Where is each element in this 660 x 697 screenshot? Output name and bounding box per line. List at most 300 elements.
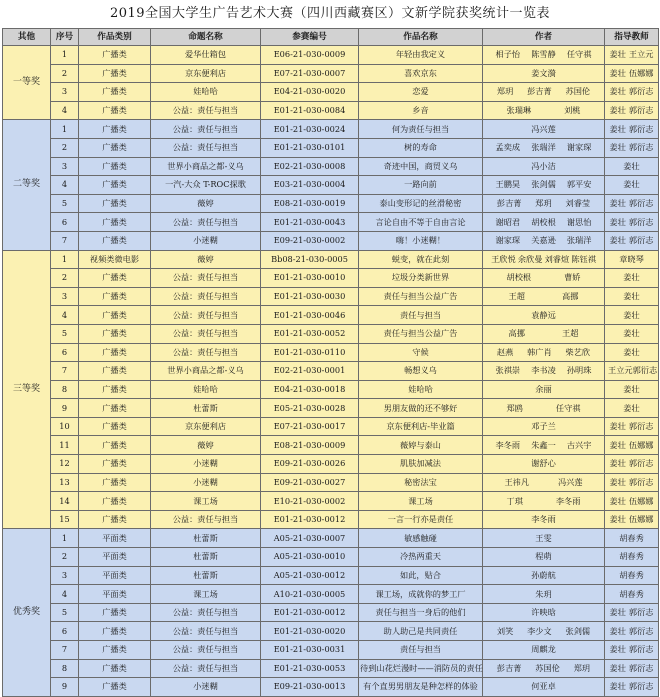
table-row — [3, 641, 659, 660]
authors-cell — [483, 399, 605, 418]
advisors-cell — [605, 455, 659, 474]
row-number: 9 — [51, 678, 79, 697]
author-name: 陈钰祺 — [571, 253, 596, 264]
author-name: 郑玥 — [573, 662, 591, 673]
advisor-name: 郭衍志 — [632, 365, 658, 376]
advisor-name: 王立元 — [628, 49, 654, 60]
work-title: 垃圾分类新世界 — [359, 269, 483, 288]
work-title: 有个直男男朋友是种怎样的体验 — [359, 678, 483, 697]
prize-level: 优秀奖 — [3, 529, 51, 696]
table-row — [3, 603, 659, 622]
entry-code: A10-21-030-0005 — [261, 585, 359, 604]
authors-cell — [483, 269, 605, 288]
work-category: 广播类 — [79, 64, 151, 83]
author-name: 郑玥 — [496, 86, 514, 97]
entry-code: E01-21-030-0046 — [261, 306, 359, 325]
table-row — [3, 492, 659, 511]
author-name: 王欣悦 — [491, 253, 516, 264]
authors-cell — [483, 362, 605, 381]
topic-name: 公益：责任与担当 — [151, 120, 261, 139]
topic-name: 小迷糊 — [151, 231, 261, 250]
advisors-cell — [605, 473, 659, 492]
advisor-name: 郭衍志 — [628, 142, 654, 153]
work-category: 平面类 — [79, 529, 151, 548]
topic-name: 公益：责任与担当 — [151, 343, 261, 362]
work-category: 广播类 — [79, 473, 151, 492]
author-name: 相子怡 — [495, 49, 521, 60]
author-name: 张瑞琳 — [506, 105, 532, 116]
topic-name: 薇婷 — [151, 250, 261, 269]
author-name: 谢家琛 — [495, 235, 521, 246]
row-number: 5 — [51, 603, 79, 622]
work-category: 广播类 — [79, 324, 151, 343]
author-name: 冯小洁 — [531, 160, 556, 171]
advisors-cell — [605, 529, 659, 548]
work-category: 广播类 — [79, 83, 151, 102]
row-number: 7 — [51, 641, 79, 660]
advisor-name: 郭衍志 — [628, 662, 654, 673]
row-number: 3 — [51, 287, 79, 306]
topic-name: 公益：责任与担当 — [151, 510, 261, 529]
entry-code: E04-21-030-0018 — [261, 380, 359, 399]
advisor-name: 郭衍志 — [628, 644, 654, 655]
advisor-name: 王立元 — [608, 365, 633, 376]
author-name: 陈雪静 — [531, 49, 556, 60]
topic-name: 娃哈哈 — [151, 83, 261, 102]
table-row — [3, 306, 659, 325]
advisors-cell — [605, 678, 659, 697]
authors-cell — [483, 46, 605, 65]
advisors-cell — [605, 101, 659, 120]
advisor-name: 郭衍志 — [628, 625, 654, 636]
work-title: 畅想义乌 — [359, 362, 483, 381]
advisor-name: 姜壮 — [609, 625, 626, 636]
author-name: 邓子兰 — [531, 421, 556, 432]
header-row — [3, 29, 659, 46]
header-category: 作品类别 — [79, 29, 151, 46]
advisor-name: 章晓琴 — [619, 253, 644, 264]
advisor-name: 姜壮 — [623, 179, 640, 190]
advisors-cell — [605, 641, 659, 660]
topic-name: 公益：责任与担当 — [151, 659, 261, 678]
topic-name: 公益：责任与担当 — [151, 101, 261, 120]
topic-name: 爱华仕箱包 — [151, 46, 261, 65]
work-title: 责任与担当公益广告 — [359, 324, 483, 343]
prize-level: 一等奖 — [3, 46, 51, 120]
advisors-cell — [605, 324, 659, 343]
author-name: 高挪 — [508, 328, 525, 339]
topic-name: 杜蕾斯 — [151, 548, 261, 567]
work-category: 广播类 — [79, 343, 151, 362]
authors-cell — [483, 529, 605, 548]
authors-cell — [483, 64, 605, 83]
row-number: 1 — [51, 250, 79, 269]
row-number: 1 — [51, 529, 79, 548]
author-name: 苏国伦 — [535, 662, 560, 673]
advisors-cell — [605, 603, 659, 622]
work-category: 平面类 — [79, 585, 151, 604]
authors-cell — [483, 176, 605, 195]
row-number: 7 — [51, 362, 79, 381]
header-other: 其他 — [3, 29, 51, 46]
advisors-cell — [605, 269, 659, 288]
authors-cell — [483, 455, 605, 474]
header-work-title: 作品名称 — [359, 29, 483, 46]
authors-cell — [483, 138, 605, 157]
table-row — [3, 176, 659, 195]
authors-cell — [483, 585, 605, 604]
entry-code: A05-21-030-0012 — [261, 566, 359, 585]
topic-name: 京东便利店 — [151, 64, 261, 83]
authors-cell — [483, 343, 605, 362]
topic-name: 薇婷 — [151, 194, 261, 213]
topic-name: 公益：责任与担当 — [151, 324, 261, 343]
work-category: 广播类 — [79, 641, 151, 660]
author-name: 朱玥 — [535, 588, 552, 599]
work-title: 娃哈哈 — [359, 380, 483, 399]
topic-name: 课工场 — [151, 492, 261, 511]
advisors-cell — [605, 231, 659, 250]
row-number: 5 — [51, 194, 79, 213]
table-row — [3, 436, 659, 455]
author-name: 刘桃 — [564, 105, 581, 116]
entry-code: E01-21-030-0110 — [261, 343, 359, 362]
advisor-name: 姜壮 — [609, 439, 626, 450]
work-category: 广播类 — [79, 603, 151, 622]
table-row — [3, 399, 659, 418]
advisor-name: 姜壮 — [609, 49, 626, 60]
advisors-cell — [605, 399, 659, 418]
award-table — [2, 28, 659, 697]
table-row — [3, 380, 659, 399]
work-title: 京东便利店-毕业篇 — [359, 417, 483, 436]
advisors-cell — [605, 492, 659, 511]
work-category: 广播类 — [79, 399, 151, 418]
advisors-cell — [605, 250, 659, 269]
entry-code: E09-21-030-0013 — [261, 678, 359, 697]
work-title: 守候 — [359, 343, 483, 362]
topic-name: 公益：责任与担当 — [151, 622, 261, 641]
author-name: 柴艺欣 — [565, 346, 591, 357]
topic-name: 世界小商品之都-义乌 — [151, 362, 261, 381]
author-name: 彭吉菁 — [496, 198, 522, 209]
table-row — [3, 138, 659, 157]
work-category: 广播类 — [79, 622, 151, 641]
author-name: 郑鸥 — [506, 402, 523, 413]
author-name: 彭吉菁 — [527, 86, 552, 97]
authors-cell — [483, 622, 605, 641]
work-title: 责任与担当 — [359, 641, 483, 660]
work-title: 恋爱 — [359, 83, 483, 102]
author-name: 谢昭君 — [495, 216, 521, 227]
topic-name: 公益：责任与担当 — [151, 213, 261, 232]
advisor-name: 姜壮 — [623, 402, 640, 413]
topic-name: 一汽-大众 T-ROC探歌 — [151, 176, 261, 195]
header-advisors: 指导教师 — [605, 29, 659, 46]
advisor-name: 伍娜娜 — [628, 495, 654, 506]
topic-name: 公益：责任与担当 — [151, 287, 261, 306]
advisor-name: 姜壮 — [609, 421, 626, 432]
author-name: 彭吉菁 — [496, 662, 522, 673]
work-title: 男朋友做的还不够好 — [359, 399, 483, 418]
row-number: 2 — [51, 548, 79, 567]
header-topic: 命题名称 — [151, 29, 261, 46]
advisor-name: 姜壮 — [623, 272, 640, 283]
advisor-name: 姜壮 — [609, 123, 626, 134]
advisors-cell — [605, 362, 659, 381]
advisor-name: 郭衍志 — [628, 198, 654, 209]
author-name: 姜文漪 — [531, 67, 556, 78]
author-name: 张剑儒 — [565, 625, 591, 636]
author-name: 韩广肖 — [527, 346, 552, 357]
row-number: 11 — [51, 436, 79, 455]
work-category: 广播类 — [79, 436, 151, 455]
work-title: 秘密法宝 — [359, 473, 483, 492]
advisor-name: 郭衍志 — [628, 86, 654, 97]
authors-cell — [483, 566, 605, 585]
row-number: 14 — [51, 492, 79, 511]
author-name: 胡校根 — [531, 216, 556, 227]
entry-code: E02-21-030-0001 — [261, 362, 359, 381]
advisors-cell — [605, 622, 659, 641]
topic-name: 薇婷 — [151, 436, 261, 455]
header-number: 序号 — [51, 29, 79, 46]
work-title: 敏感触碰 — [359, 529, 483, 548]
advisors-cell — [605, 417, 659, 436]
author-name: 周麒龙 — [531, 644, 556, 655]
table-row — [3, 548, 659, 567]
advisor-name: 姜壮 — [623, 291, 640, 302]
authors-cell — [483, 659, 605, 678]
entry-code: E01-21-030-0043 — [261, 213, 359, 232]
row-number: 13 — [51, 473, 79, 492]
author-name: 孟奕成 — [495, 142, 521, 153]
work-title: 年轻由我定义 — [359, 46, 483, 65]
table-row — [3, 659, 659, 678]
advisors-cell — [605, 380, 659, 399]
advisor-name: 胡春秀 — [619, 551, 644, 562]
entry-code: E02-21-030-0008 — [261, 157, 359, 176]
advisor-name: 胡春秀 — [619, 588, 644, 599]
work-title: 责任与担当一身后的他们 — [359, 603, 483, 622]
work-category: 广播类 — [79, 120, 151, 139]
table-row — [3, 324, 659, 343]
entry-code: E01-21-030-0024 — [261, 120, 359, 139]
advisor-name: 姜壮 — [609, 644, 626, 655]
entry-code: Bb08-21-030-0005 — [261, 250, 359, 269]
advisors-cell — [605, 548, 659, 567]
table-row — [3, 529, 659, 548]
row-number: 10 — [51, 417, 79, 436]
table-row — [3, 120, 659, 139]
row-number: 8 — [51, 380, 79, 399]
table-row — [3, 157, 659, 176]
topic-name: 公益：责任与担当 — [151, 603, 261, 622]
work-category: 广播类 — [79, 678, 151, 697]
authors-cell — [483, 120, 605, 139]
advisor-name: 姜壮 — [609, 476, 626, 487]
author-name: 王超 — [562, 328, 579, 339]
advisors-cell — [605, 120, 659, 139]
author-name: 关嘉逊 — [531, 235, 556, 246]
advisors-cell — [605, 46, 659, 65]
work-title: 责任与担当 — [359, 306, 483, 325]
authors-cell — [483, 306, 605, 325]
document-title: 2019全国大学生广告艺术大赛（四川西藏赛区）文新学院获奖统计一览表 — [109, 6, 551, 21]
topic-name: 小迷糊 — [151, 455, 261, 474]
row-number: 4 — [51, 585, 79, 604]
entry-code: E01-21-030-0030 — [261, 287, 359, 306]
work-category: 广播类 — [79, 659, 151, 678]
author-name: 王雯 — [535, 532, 552, 543]
prize-level: 三等奖 — [3, 250, 51, 529]
row-number: 8 — [51, 659, 79, 678]
work-category: 广播类 — [79, 455, 151, 474]
entry-code: E01-21-030-0010 — [261, 269, 359, 288]
entry-code: E04-21-030-0020 — [261, 83, 359, 102]
author-name: 谢舒心 — [531, 458, 556, 469]
entry-code: E08-21-030-0009 — [261, 436, 359, 455]
advisor-name: 郭衍志 — [628, 607, 654, 618]
advisor-name: 伍娜娜 — [628, 439, 654, 450]
row-number: 9 — [51, 399, 79, 418]
advisor-name: 郭衍志 — [628, 458, 654, 469]
row-number: 4 — [51, 176, 79, 195]
author-name: 孙蔚航 — [531, 569, 556, 580]
authors-cell — [483, 436, 605, 455]
advisors-cell — [605, 306, 659, 325]
table-row — [3, 287, 659, 306]
work-category: 广播类 — [79, 176, 151, 195]
advisor-name: 姜壮 — [609, 607, 626, 618]
row-number: 1 — [51, 46, 79, 65]
advisor-name: 郭衍志 — [628, 216, 654, 227]
entry-code: E10-21-030-0002 — [261, 492, 359, 511]
table-row — [3, 678, 659, 697]
table-row — [3, 585, 659, 604]
work-title: 责任与担当公益广告 — [359, 287, 483, 306]
topic-name: 杜蕾斯 — [151, 529, 261, 548]
author-name: 张祺崇 — [495, 365, 521, 376]
row-number: 2 — [51, 138, 79, 157]
work-title: 何为责任与担当 — [359, 120, 483, 139]
work-title: 课工场，成就你的梦工厂 — [359, 585, 483, 604]
author-name: 王超 — [508, 291, 525, 302]
row-number: 1 — [51, 120, 79, 139]
row-number: 6 — [51, 622, 79, 641]
work-title: 冷热两重天 — [359, 548, 483, 567]
author-name: 任守祺 — [566, 49, 592, 60]
table-row — [3, 566, 659, 585]
table-row — [3, 250, 659, 269]
author-name: 冯兴莲 — [531, 123, 556, 134]
advisors-cell — [605, 157, 659, 176]
authors-cell — [483, 510, 605, 529]
entry-code: E05-21-030-0028 — [261, 399, 359, 418]
row-number: 2 — [51, 64, 79, 83]
advisors-cell — [605, 436, 659, 455]
table-row — [3, 269, 659, 288]
author-name: 余欣曼 — [517, 253, 543, 264]
entry-code: E01-21-030-0020 — [261, 622, 359, 641]
entry-code: E07-21-030-0007 — [261, 64, 359, 83]
row-number: 2 — [51, 269, 79, 288]
advisor-name: 姜壮 — [609, 142, 626, 153]
table-row — [3, 213, 659, 232]
work-category: 广播类 — [79, 269, 151, 288]
work-category: 广播类 — [79, 213, 151, 232]
author-name: 郭平安 — [566, 179, 592, 190]
entry-code: E01-21-030-0053 — [261, 659, 359, 678]
row-number: 4 — [51, 306, 79, 325]
topic-name: 杜蕾斯 — [151, 566, 261, 585]
work-title: 一言一行亦是责任 — [359, 510, 483, 529]
row-number: 15 — [51, 510, 79, 529]
author-name: 胡校根 — [506, 272, 532, 283]
advisors-cell — [605, 194, 659, 213]
authors-cell — [483, 287, 605, 306]
author-name: 余丽 — [535, 383, 552, 394]
advisors-cell — [605, 287, 659, 306]
topic-name: 公益：责任与担当 — [151, 269, 261, 288]
table-row — [3, 231, 659, 250]
entry-code: A05-21-030-0010 — [261, 548, 359, 567]
advisor-name: 姜壮 — [609, 681, 626, 692]
row-number: 3 — [51, 566, 79, 585]
authors-cell — [483, 83, 605, 102]
table-row — [3, 455, 659, 474]
topic-name: 公益：责任与担当 — [151, 138, 261, 157]
author-name: 古兴宇 — [566, 439, 592, 450]
advisor-name: 姜壮 — [609, 495, 626, 506]
author-name: 何亚卓 — [531, 681, 556, 692]
author-name: 曹娇 — [564, 272, 581, 283]
authors-cell — [483, 380, 605, 399]
work-category: 广播类 — [79, 510, 151, 529]
authors-cell — [483, 492, 605, 511]
entry-code: E01-21-030-0101 — [261, 138, 359, 157]
table-row — [3, 473, 659, 492]
work-category: 广播类 — [79, 492, 151, 511]
advisors-cell — [605, 343, 659, 362]
work-title: 言论自由不等于自由言论 — [359, 213, 483, 232]
authors-cell — [483, 194, 605, 213]
advisor-name: 胡春秀 — [619, 569, 644, 580]
topic-name: 杜蕾斯 — [151, 399, 261, 418]
author-name: 任守祺 — [555, 402, 581, 413]
entry-code: E09-21-030-0002 — [261, 231, 359, 250]
advisors-cell — [605, 138, 659, 157]
work-title: 助人助己是共同责任 — [359, 622, 483, 641]
work-category: 广播类 — [79, 157, 151, 176]
table-row — [3, 343, 659, 362]
author-name: 冯兴莲 — [557, 476, 583, 487]
advisors-cell — [605, 176, 659, 195]
entry-code: E01-21-030-0084 — [261, 101, 359, 120]
row-number: 3 — [51, 83, 79, 102]
table-row — [3, 46, 659, 65]
author-name: 李冬雨 — [531, 514, 556, 525]
work-title: 课工场 — [359, 492, 483, 511]
advisor-name: 姜壮 — [609, 198, 626, 209]
advisors-cell — [605, 64, 659, 83]
prize-level: 二等奖 — [3, 120, 51, 250]
entry-code: E01-21-030-0012 — [261, 603, 359, 622]
header-entry-code: 参赛编号 — [261, 29, 359, 46]
advisor-name: 姜壮 — [609, 86, 626, 97]
author-name: 苏国伦 — [565, 86, 591, 97]
advisors-cell — [605, 83, 659, 102]
